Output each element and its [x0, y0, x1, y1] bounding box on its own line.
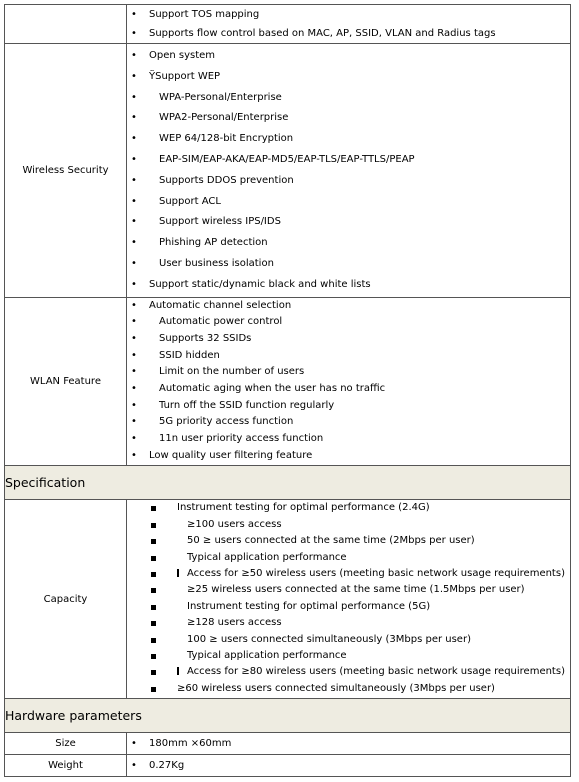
row-label: Size — [5, 733, 127, 755]
row-content — [127, 44, 571, 298]
square-bullet-icon — [151, 687, 156, 692]
bullet-icon: • — [131, 332, 137, 344]
list-item: • Turn off the SSID function regularly — [127, 398, 570, 415]
list-item: • WPA2-Personal/Enterprise — [127, 108, 570, 129]
list-item: • Low quality user filtering feature — [127, 448, 570, 465]
row-size — [5, 733, 571, 755]
bar-mark-icon — [177, 667, 179, 675]
list-item: Typical application performance — [127, 648, 570, 664]
row-wireless-security — [5, 44, 571, 298]
section-hardware — [5, 699, 571, 733]
list-item: • Open system — [127, 46, 570, 67]
row-label-empty — [5, 5, 127, 44]
list-item: Access for ≥80 wireless users (meeting basic network usage requirements) — [127, 664, 570, 680]
list-item: • Automatic aging when the user has no traffic — [127, 381, 570, 398]
list-item: Typical application performance — [127, 550, 570, 566]
bullet-icon: • — [131, 9, 137, 20]
list-item: • Supports flow control based on MAC, AP, SSID, VLAN and Radius tags — [127, 24, 570, 43]
bullet-icon: • — [131, 153, 137, 165]
bullet-icon: • — [131, 237, 137, 249]
list-item: • 180mm ×60mm — [127, 733, 570, 754]
row-label: Capacity — [5, 500, 127, 699]
bullet-icon: • — [131, 366, 137, 378]
square-bullet-icon — [151, 638, 156, 643]
row-label: WLAN Feature — [5, 297, 127, 466]
row-content — [127, 733, 571, 755]
bullet-icon: • — [131, 195, 137, 207]
list-item: Instrument testing for optimal performance (2.4G) — [127, 500, 570, 516]
square-bullet-icon — [151, 506, 156, 511]
square-bullet-icon — [151, 605, 156, 610]
row-content — [127, 500, 571, 699]
row-content — [127, 5, 571, 44]
list-item: • Automatic power control — [127, 314, 570, 331]
bullet-icon: • — [131, 738, 137, 750]
list-item: • Automatic channel selection — [127, 298, 570, 315]
row-weight — [5, 755, 571, 777]
list-item: • 0.27Kg — [127, 755, 570, 776]
list-item: • ŸSupport WEP — [127, 67, 570, 88]
list-item: • Support static/dynamic black and white lists — [127, 275, 570, 296]
list-item: ≥100 users access — [127, 517, 570, 533]
list-item: • Supports 32 SSIDs — [127, 331, 570, 348]
list-item: • 11n user priority access function — [127, 431, 570, 448]
square-bullet-icon — [151, 539, 156, 544]
row-content — [127, 297, 571, 466]
list-item: • WPA-Personal/Enterprise — [127, 88, 570, 109]
list-item: • User business isolation — [127, 254, 570, 275]
bullet-icon: • — [131, 760, 137, 772]
list-item: • SSID hidden — [127, 348, 570, 365]
bullet-icon: • — [131, 316, 137, 328]
square-bullet-icon — [151, 670, 156, 675]
bullet-icon: • — [131, 278, 137, 290]
bullet-icon: • — [131, 28, 137, 39]
list-item: Access for ≥50 wireless users (meeting basic network usage requirements) — [127, 566, 570, 582]
bullet-icon: • — [131, 50, 137, 61]
row-capacity — [5, 500, 571, 699]
bullet-icon: • — [131, 91, 137, 103]
bullet-icon: • — [131, 433, 137, 445]
row-wlan-feature — [5, 297, 571, 466]
list-item: 100 ≥ users connected simultaneously (3Mbps per user) — [127, 632, 570, 648]
list-item: • 5G priority access function — [127, 414, 570, 431]
row-content — [127, 755, 571, 777]
bullet-icon: • — [131, 349, 137, 361]
section-specification — [5, 466, 571, 500]
row-label: Weight — [5, 755, 127, 777]
bullet-icon: • — [131, 416, 137, 428]
list-item: • Phishing AP detection — [127, 233, 570, 254]
list-item: ≥128 users access — [127, 615, 570, 631]
bar-mark-icon — [177, 569, 179, 577]
bullet-icon: • — [131, 399, 137, 411]
bullet-icon: • — [131, 112, 137, 124]
bullet-icon: • — [131, 257, 137, 269]
bullet-icon: • — [131, 174, 137, 186]
square-bullet-icon — [151, 621, 156, 626]
square-bullet-icon — [151, 654, 156, 659]
section-title: Hardware parameters — [5, 699, 571, 733]
row-tos — [5, 5, 571, 44]
square-bullet-icon — [151, 588, 156, 593]
list-item: • Limit on the number of users — [127, 364, 570, 381]
section-title: Specification — [5, 466, 571, 500]
bullet-icon: • — [131, 383, 137, 394]
bullet-icon: • — [131, 216, 137, 228]
square-bullet-icon — [151, 572, 156, 577]
list-item: • Support wireless IPS/IDS — [127, 212, 570, 233]
spec-table — [4, 4, 571, 777]
list-item: • Support TOS mapping — [127, 5, 570, 24]
list-item: • Supports DDOS prevention — [127, 171, 570, 192]
list-item: 50 ≥ users connected at the same time (2Mbps per user) — [127, 533, 570, 549]
list-item: ≥25 wireless users connected at the same time (1.5Mbps per user) — [127, 582, 570, 598]
bullet-icon: • — [131, 299, 137, 311]
row-label: Wireless Security — [5, 44, 127, 298]
list-item: • EAP-SIM/EAP-AKA/EAP-MD5/EAP-TLS/EAP-TTLS/PEAP — [127, 150, 570, 171]
list-item: Instrument testing for optimal performance (5G) — [127, 599, 570, 615]
bullet-icon: • — [131, 133, 137, 145]
list-item: ≥60 wireless users connected simultaneously (3Mbps per user) — [127, 681, 570, 697]
square-bullet-icon — [151, 523, 156, 528]
list-item: • Support ACL — [127, 192, 570, 213]
bullet-icon: • — [131, 70, 137, 82]
list-item: • WEP 64/128-bit Encryption — [127, 129, 570, 150]
square-bullet-icon — [151, 556, 156, 561]
bullet-icon: • — [131, 449, 137, 461]
